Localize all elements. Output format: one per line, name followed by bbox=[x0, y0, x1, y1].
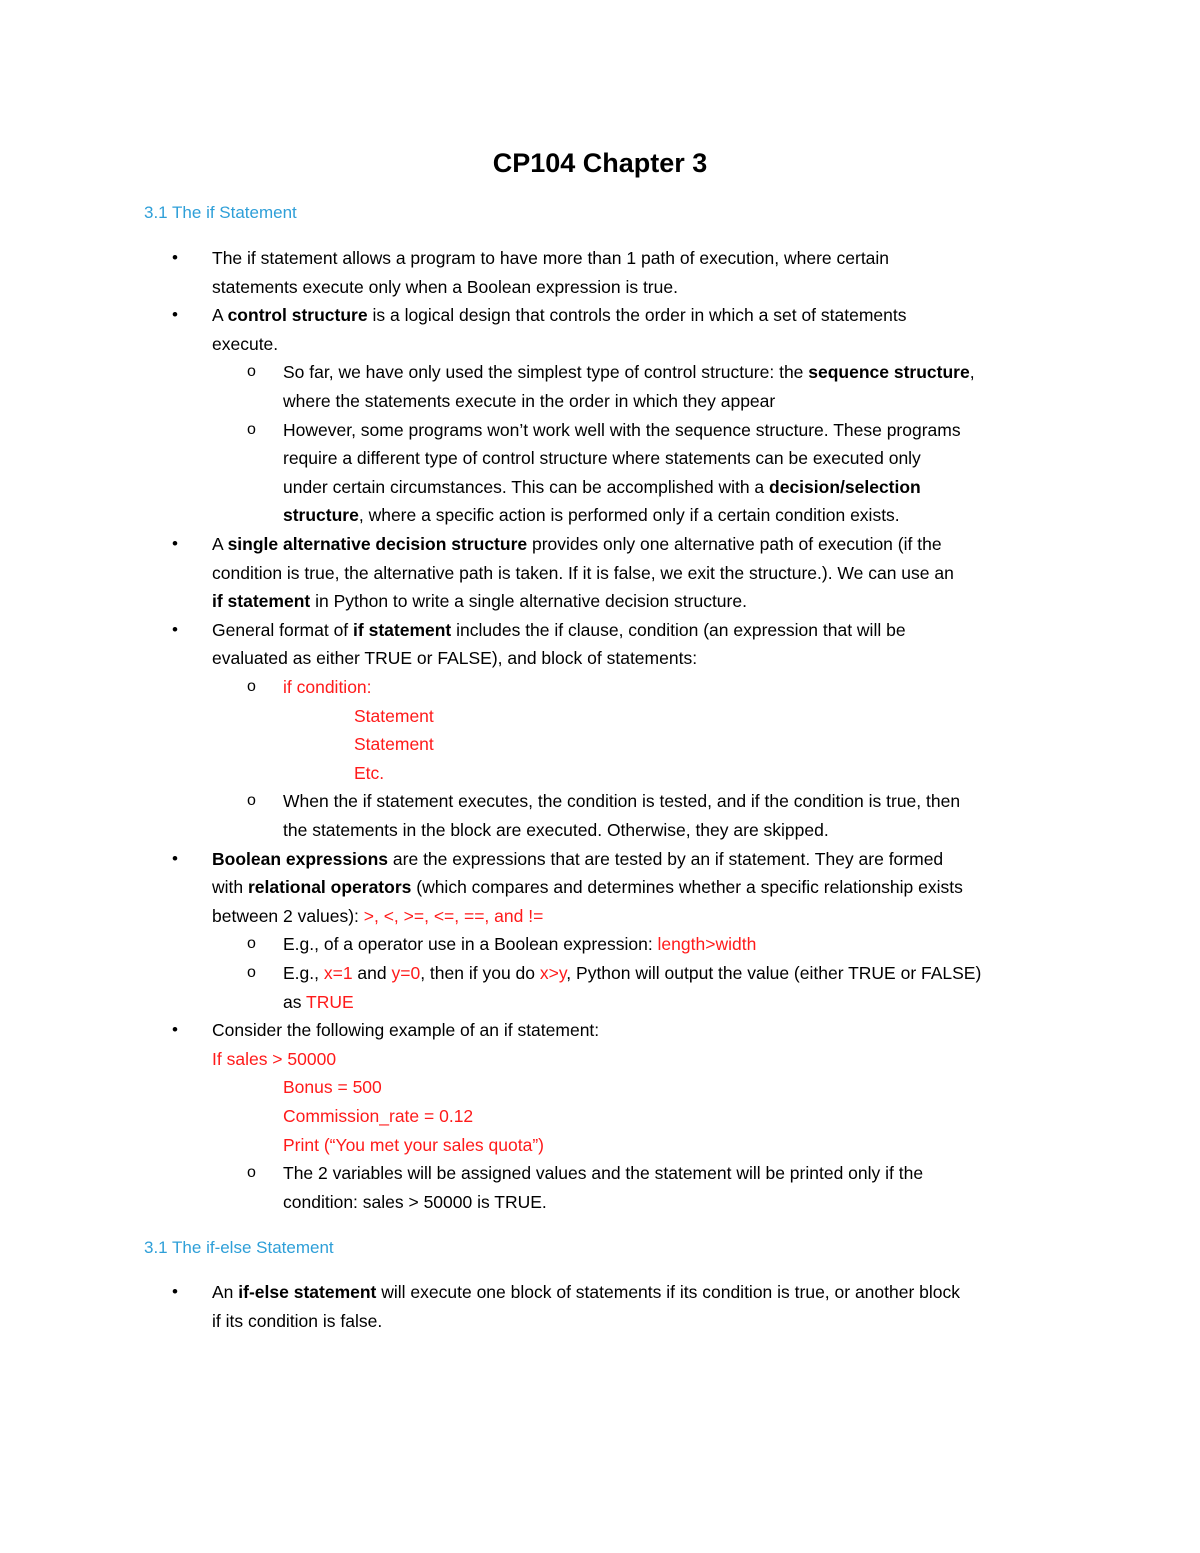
text-run: , then if you do bbox=[420, 963, 540, 983]
bullet-marker: • bbox=[172, 305, 178, 325]
text-run: evaluated as either TRUE or FALSE), and block of statements: bbox=[212, 648, 698, 669]
text-run: as bbox=[283, 991, 307, 1012]
text-run: However, some programs won’t work well with the sequence structure. These programs bbox=[283, 419, 961, 440]
text-run: A bbox=[212, 305, 228, 326]
text-line bbox=[212, 246, 889, 270]
text-run: , where a specific action is performed only if a certain condition exists. bbox=[358, 505, 900, 526]
text-run: under certain circumstances. This can be accomplished with a bbox=[283, 476, 770, 497]
text-run: is a logical design that controls the order in which a set of statements bbox=[367, 305, 907, 326]
text-line bbox=[283, 503, 900, 527]
text-line bbox=[212, 532, 942, 556]
text-line bbox=[283, 446, 921, 470]
text-run: execute. bbox=[212, 333, 279, 354]
bold-term: single alternative decision structure bbox=[227, 534, 528, 554]
text-line bbox=[283, 360, 975, 384]
text-line bbox=[212, 1047, 336, 1071]
text-run: Consider the following example of an if statement: bbox=[212, 1020, 600, 1041]
text-run: are the expressions that are tested by an if statement. They are formed bbox=[388, 848, 944, 869]
code-text: Bonus = 500 bbox=[283, 1077, 382, 1098]
text-line bbox=[212, 561, 954, 585]
text-run: includes the if clause, condition (an expression that will be bbox=[451, 619, 906, 640]
bullet-marker: • bbox=[172, 248, 178, 267]
sub-bullet-marker: o bbox=[247, 935, 256, 953]
sub-bullet-marker: o bbox=[247, 420, 256, 438]
code-text: length>width bbox=[657, 934, 757, 955]
text-line bbox=[354, 704, 434, 728]
bold-term: if statement bbox=[212, 591, 311, 612]
text-line bbox=[283, 1104, 473, 1128]
text-line bbox=[283, 932, 756, 956]
code-text: Etc. bbox=[354, 762, 385, 783]
text-run: provides only one alternative path of execution (if the bbox=[527, 534, 942, 554]
text-line bbox=[283, 675, 372, 699]
text-run: When the if statement executes, the condition is tested, and if the condition is true, then bbox=[283, 791, 961, 812]
text-run: between 2 values): bbox=[212, 905, 364, 926]
text-line bbox=[354, 761, 384, 785]
text-line bbox=[283, 1190, 547, 1214]
sub-bullet-marker: o bbox=[247, 678, 256, 695]
text-line bbox=[283, 418, 961, 442]
text-line bbox=[283, 1161, 923, 1185]
code-text: Statement bbox=[354, 705, 434, 726]
bold-term: control structure bbox=[227, 305, 368, 326]
code-text: y=0 bbox=[391, 963, 421, 983]
text-line bbox=[283, 961, 981, 985]
sub-bullet-marker: o bbox=[247, 363, 256, 381]
text-line bbox=[283, 818, 829, 842]
sub-bullet-marker: o bbox=[247, 1164, 256, 1182]
text-line bbox=[283, 789, 960, 813]
bold-term: Boolean expressions bbox=[212, 848, 389, 869]
code-text: Print (“You met your sales quota”) bbox=[283, 1134, 544, 1155]
text-line bbox=[212, 275, 678, 299]
text-run: condition: sales > 50000 is TRUE. bbox=[283, 1191, 547, 1212]
text-line bbox=[283, 475, 921, 499]
sub-bullet-marker: o bbox=[247, 964, 256, 981]
text-run: , bbox=[969, 362, 975, 383]
text-line bbox=[354, 732, 434, 756]
text-line bbox=[212, 1018, 599, 1042]
text-run: if its condition is false. bbox=[212, 1310, 383, 1331]
text-run: The if statement allows a program to have more than 1 path of execution, where certain bbox=[212, 248, 890, 268]
text-run: with bbox=[212, 877, 248, 898]
code-text: Commission_rate = 0.12 bbox=[283, 1106, 474, 1126]
bold-term: sequence structure bbox=[808, 362, 970, 383]
bullet-marker: • bbox=[172, 848, 178, 868]
code-text: if condition: bbox=[283, 677, 372, 697]
code-text: If sales > 50000 bbox=[212, 1048, 337, 1069]
section-heading-if: 3.1 The if Statement bbox=[144, 203, 297, 222]
code-text: Statement bbox=[354, 734, 434, 755]
text-line bbox=[212, 618, 906, 642]
text-run: condition is true, the alternative path is taken. If it is false, we exit the structure.). We can use an bbox=[212, 562, 954, 583]
bullet-marker: • bbox=[172, 534, 178, 553]
text-line bbox=[212, 589, 747, 613]
text-run: and bbox=[352, 963, 392, 983]
text-run: A bbox=[212, 534, 228, 554]
sub-bullet-marker: o bbox=[247, 792, 256, 810]
text-line bbox=[283, 1075, 382, 1099]
page-title: CP104 Chapter 3 bbox=[492, 148, 708, 178]
section-heading-if-else: 3.1 The if-else Statement bbox=[144, 1238, 334, 1257]
text-run: where the statements execute in the order in which they appear bbox=[283, 391, 776, 411]
bold-term: if statement bbox=[353, 619, 452, 640]
text-run: , Python will output the value (either TRUE or FALSE) bbox=[566, 963, 982, 983]
text-run: the statements in the block are executed. Otherwise, they are skipped. bbox=[283, 820, 829, 840]
text-run: require a different type of control structure where statements can be executed only bbox=[283, 448, 921, 469]
text-run: The 2 variables will be assigned values and the statement will be printed only if the bbox=[283, 1163, 924, 1184]
bold-term: structure bbox=[283, 505, 359, 526]
text-line bbox=[212, 332, 278, 356]
text-run: General format of bbox=[212, 619, 354, 640]
code-text: TRUE bbox=[306, 991, 354, 1012]
text-run: E.g., bbox=[283, 963, 324, 983]
code-text: x>y bbox=[539, 963, 567, 983]
bold-term: relational operators bbox=[247, 877, 412, 898]
text-line bbox=[212, 847, 943, 871]
text-line bbox=[283, 389, 775, 413]
text-run: E.g., of a operator use in a Boolean expression: bbox=[283, 934, 658, 955]
text-line bbox=[212, 1280, 960, 1304]
text-run: statements execute only when a Boolean expression is true. bbox=[212, 276, 678, 297]
bullet-marker: • bbox=[172, 1282, 178, 1301]
text-run: An bbox=[212, 1282, 239, 1302]
code-text: >, <, >=, <=, ==, and != bbox=[363, 905, 544, 926]
bold-term: decision/selection bbox=[769, 476, 921, 497]
text-run: in Python to write a single alternative decision structure. bbox=[310, 591, 747, 612]
text-line bbox=[212, 303, 907, 327]
bold-term: if-else statement bbox=[238, 1282, 377, 1302]
bullet-marker: • bbox=[172, 619, 178, 639]
text-line bbox=[212, 875, 963, 899]
text-run: (which compares and determines whether a specific relationship exists bbox=[411, 877, 963, 898]
text-line bbox=[212, 1309, 382, 1333]
code-text: x=1 bbox=[323, 963, 353, 983]
bullet-marker: • bbox=[172, 1020, 178, 1040]
text-run: will execute one block of statements if its condition is true, or another block bbox=[376, 1282, 961, 1302]
text-run: So far, we have only used the simplest type of control structure: the bbox=[283, 362, 809, 383]
text-line bbox=[283, 1133, 544, 1157]
text-line bbox=[212, 646, 697, 670]
text-line bbox=[212, 904, 543, 928]
text-line bbox=[283, 990, 354, 1014]
